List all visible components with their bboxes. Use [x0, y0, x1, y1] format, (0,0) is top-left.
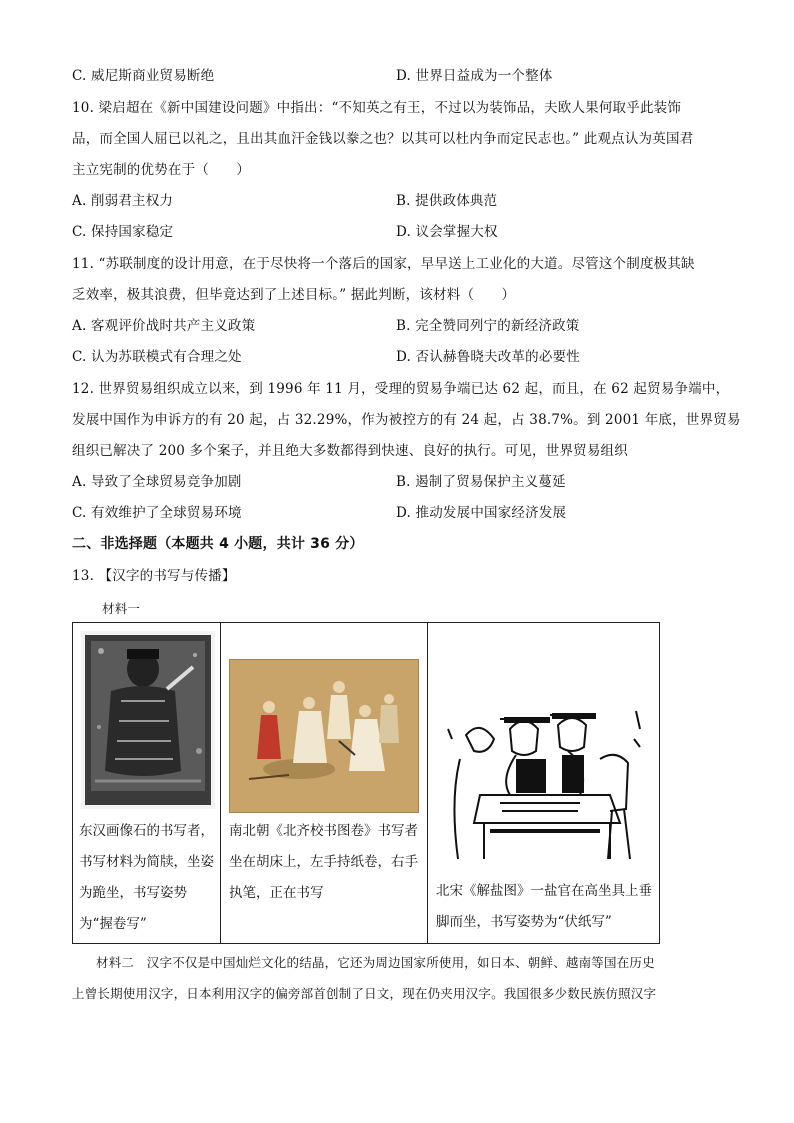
- figure-cell-painting: [221, 623, 428, 944]
- q11-stem-line2: 乏效率，极其浪费，但毕竟达到了上述目标。” 据此判断，该材料（ ）: [72, 287, 516, 303]
- q11-option-b: B. 完全赞同列宁的新经济政策: [396, 318, 580, 334]
- q10-option-b: B. 提供政体典范: [396, 193, 498, 209]
- painting-image: [229, 659, 419, 813]
- q11-option-d: D. 否认赫鲁晓夫改革的必要性: [396, 349, 580, 365]
- q11-option-c: C. 认为苏联模式有合理之处: [72, 349, 242, 365]
- figure-cell-woodcut: [428, 623, 660, 944]
- stone-relief-image: [81, 631, 215, 809]
- q12-stem-line3: 组织已解决了 200 多个案子，并且绝大多数都得到快速、良好的执行。可见，世界贸易组织: [72, 443, 628, 459]
- cell2-caption: 南北朝《北齐校书图卷》书写者坐在胡床上，左手持纸卷，右手执笔，正在书写: [229, 823, 418, 901]
- q10-option-c: C. 保持国家稳定: [72, 224, 174, 240]
- section-heading: 二、非选择题（本题共 4 小题，共计 36 分）: [72, 536, 364, 552]
- q13-title: 13. 【汉字的书写与传播】: [72, 568, 236, 584]
- material1-label: 材料一: [102, 601, 141, 616]
- q10-option-a: A. 削弱君主权力: [72, 193, 174, 209]
- cell3-caption: 北宋《解盐图》一盐官在高坐具上垂脚而坐，书写姿势为“伏纸写”: [436, 883, 652, 930]
- material2-line1: 材料二 汉字不仅是中国灿烂文化的结晶，它还为周边国家所使用，如日本、朝鲜、越南等国在历史: [96, 955, 655, 970]
- q10-stem-line3: 主立宪制的优势在于（ ）: [72, 162, 251, 178]
- q9-option-d: D. 世界日益成为一个整体: [396, 68, 553, 84]
- q10-stem-line1: 10. 梁启超在《新中国建设问题》中指出：“不知英之有王，不过以为装饰品，夫欧人果何取乎此装饰: [72, 100, 682, 116]
- q12-stem-line2: 发展中国作为申诉方的有 20 起，占 32.29%，作为被控方的有 24 起，占 38.7%。到 2001 年底，世界贸易: [72, 412, 741, 428]
- cell1-caption: 东汉画像石的书写者，书写材料为简牍，坐姿为跪坐，书写姿势为“握卷写”: [79, 823, 214, 932]
- woodcut-image: [440, 699, 646, 869]
- q12-option-a: A. 导致了全球贸易竞争加剧: [72, 474, 242, 490]
- q11-option-a: A. 客观评价战时共产主义政策: [72, 318, 256, 334]
- q12-option-d: D. 推动发展中国家经济发展: [396, 505, 567, 521]
- material2-line2: 上曾长期使用汉字，日本利用汉字的偏旁部首创制了日文，现在仍夹用汉字。我国很多少数民族仿照汉字: [72, 986, 657, 1001]
- figure-cell-stone-relief: [73, 623, 221, 944]
- figure-table: [72, 622, 660, 944]
- q11-stem-line1: 11. “苏联制度的设计用意，在于尽快将一个落后的国家，早早送上工业化的大道。尽管这个制度极其缺: [72, 256, 695, 272]
- q12-stem-line1: 12. 世界贸易组织成立以来，到 1996 年 11 月，受理的贸易争端已达 62 起，而且，在 62 起贸易争端中，: [72, 381, 730, 397]
- q10-stem-line2: 品，而全国人屈已以礼之，且出其血汗金钱以豢之也？以其可以杜内争而定民志也。” 此观点认为英国君: [72, 131, 694, 147]
- q9-option-c: C. 威尼斯商业贸易断绝: [72, 68, 215, 84]
- q12-option-b: B. 遏制了贸易保护主义蔓延: [396, 474, 566, 490]
- q10-option-d: D. 议会掌握大权: [396, 224, 498, 240]
- q12-option-c: C. 有效维护了全球贸易环境: [72, 505, 242, 521]
